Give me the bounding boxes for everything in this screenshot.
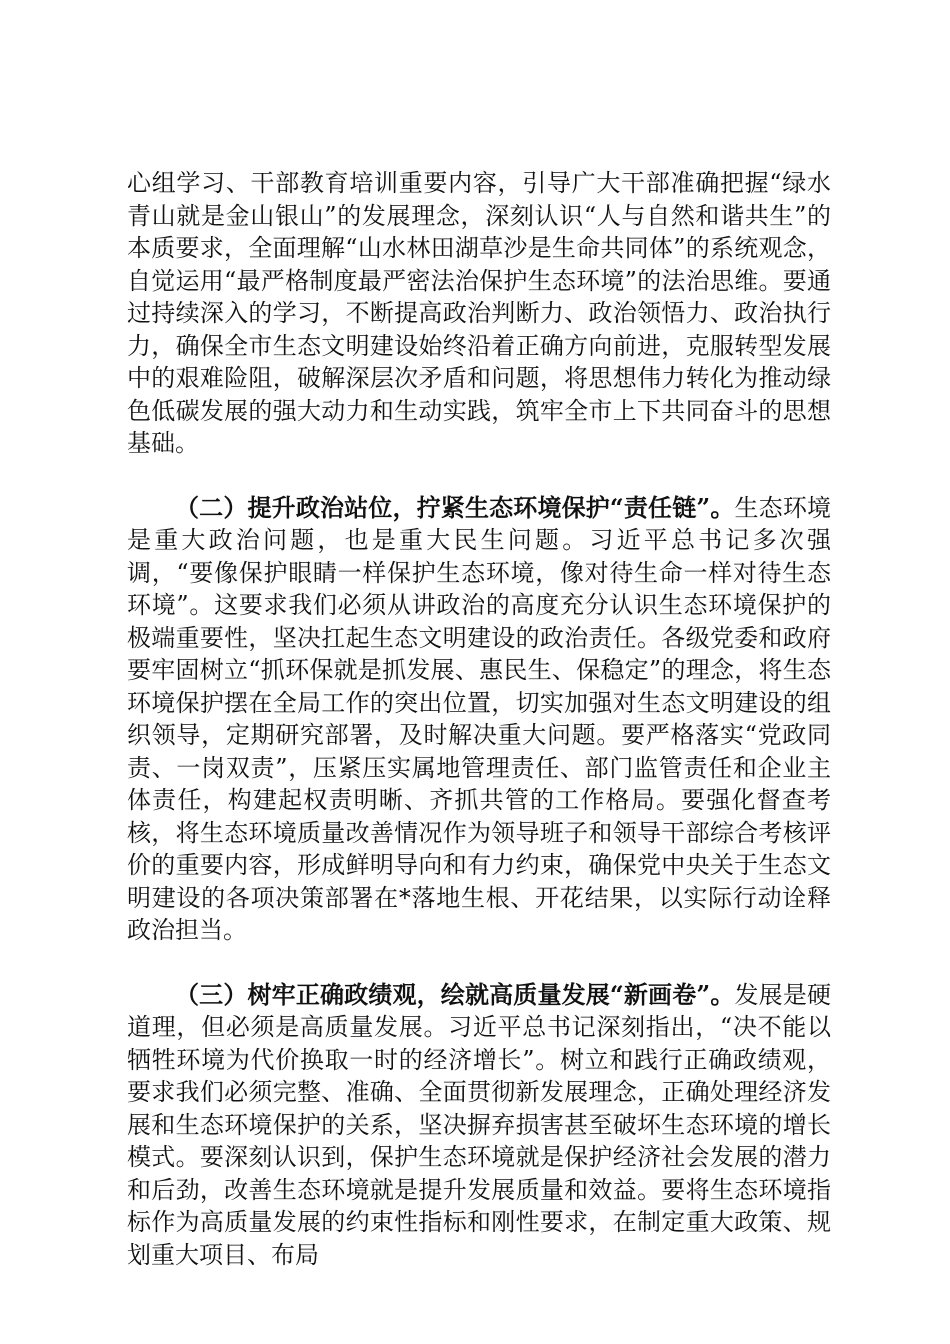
document-body — [127, 167, 831, 1271]
paragraph-section-3 — [127, 979, 831, 1272]
paragraph-body: 心组学习、干部教育培训重要内容，引导广大干部准确把握“绿水青山就是金山银山”的发展理念，深刻认识“人与自然和谐共生”的本质要求，全面理解“山水林田湖草沙是生命共同体”的系统观念，自觉运用“最严格制度最严密法治保护生态环境”的法治思维。要通过持续深入的学习，不断提高政治判断力、政治领悟力、政治执行力，确保全市生态文明建设始终沿着正确方向前进，克服转型发展中的艰难险阻，破解深层次矛盾和问题，将思想伟力转化为推动绿色低碳发展的强大动力和生动实践，筑牢全市上下共同奋斗的思想基础。 — [127, 169, 831, 457]
paragraph-body: 生态环境是重大政治问题，也是重大民生问题。习近平总书记多次强调，“要像保护眼睛一样保护生态环境，像对待生命一样对待生态环境”。这要求我们必须从讲政治的高度充分认识生态环境保护的极端重要性，坚决扛起生态文明建设的政治责任。各级党委和政府要牢固树立“抓环保就是抓发展、惠民生、保稳定”的理念，将生态环境保护摆在全局工作的突出位置，切实加强对生态文明建设的组织领导，定期研究部署，及时解决重大问题。要严格落实“党政同责、一岗双责”，压紧压实属地管理责任、部门监管责任和企业主体责任，构建起权责明晰、齐抓共管的工作格局。要强化督查考核，将生态环境质量改善情况作为领导班子和领导干部综合考核评价的重要内容，形成鲜明导向和有力约束，确保党中央关于生态文明建设的各项决策部署在*落地生根、开花结果，以实际行动诠释政治担当。 — [127, 493, 832, 944]
section-heading-2: （二）提升政治站位，拧紧生态环境保护“责任链”。 — [175, 492, 735, 522]
paragraph-body: 发展是硬道理，但必须是高质量发展。习近平总书记深刻指出，“决不能以牺牲环境为代价换取一时的经济增长”。树立和践行正确政绩观，要求我们必须完整、准确、全面贯彻新发展理念，正确处理经济发展和生态环境保护的关系，坚决摒弃损害甚至破坏生态环境的增长模式。要深刻认识到，保护生态环境就是保护经济社会发展的潜力和后劲，改善生态环境就是提升发展质量和效益。要将生态环境指标作为高质量发展的约束性指标和刚性要求，在制定重大政策、规划重大项目、布局 — [127, 980, 832, 1269]
section-heading-3: （三）树牢正确政绩观，绘就高质量发展“新画卷”。 — [175, 979, 735, 1009]
paragraph-section-2 — [127, 492, 831, 947]
paragraph-continuation — [127, 167, 831, 460]
